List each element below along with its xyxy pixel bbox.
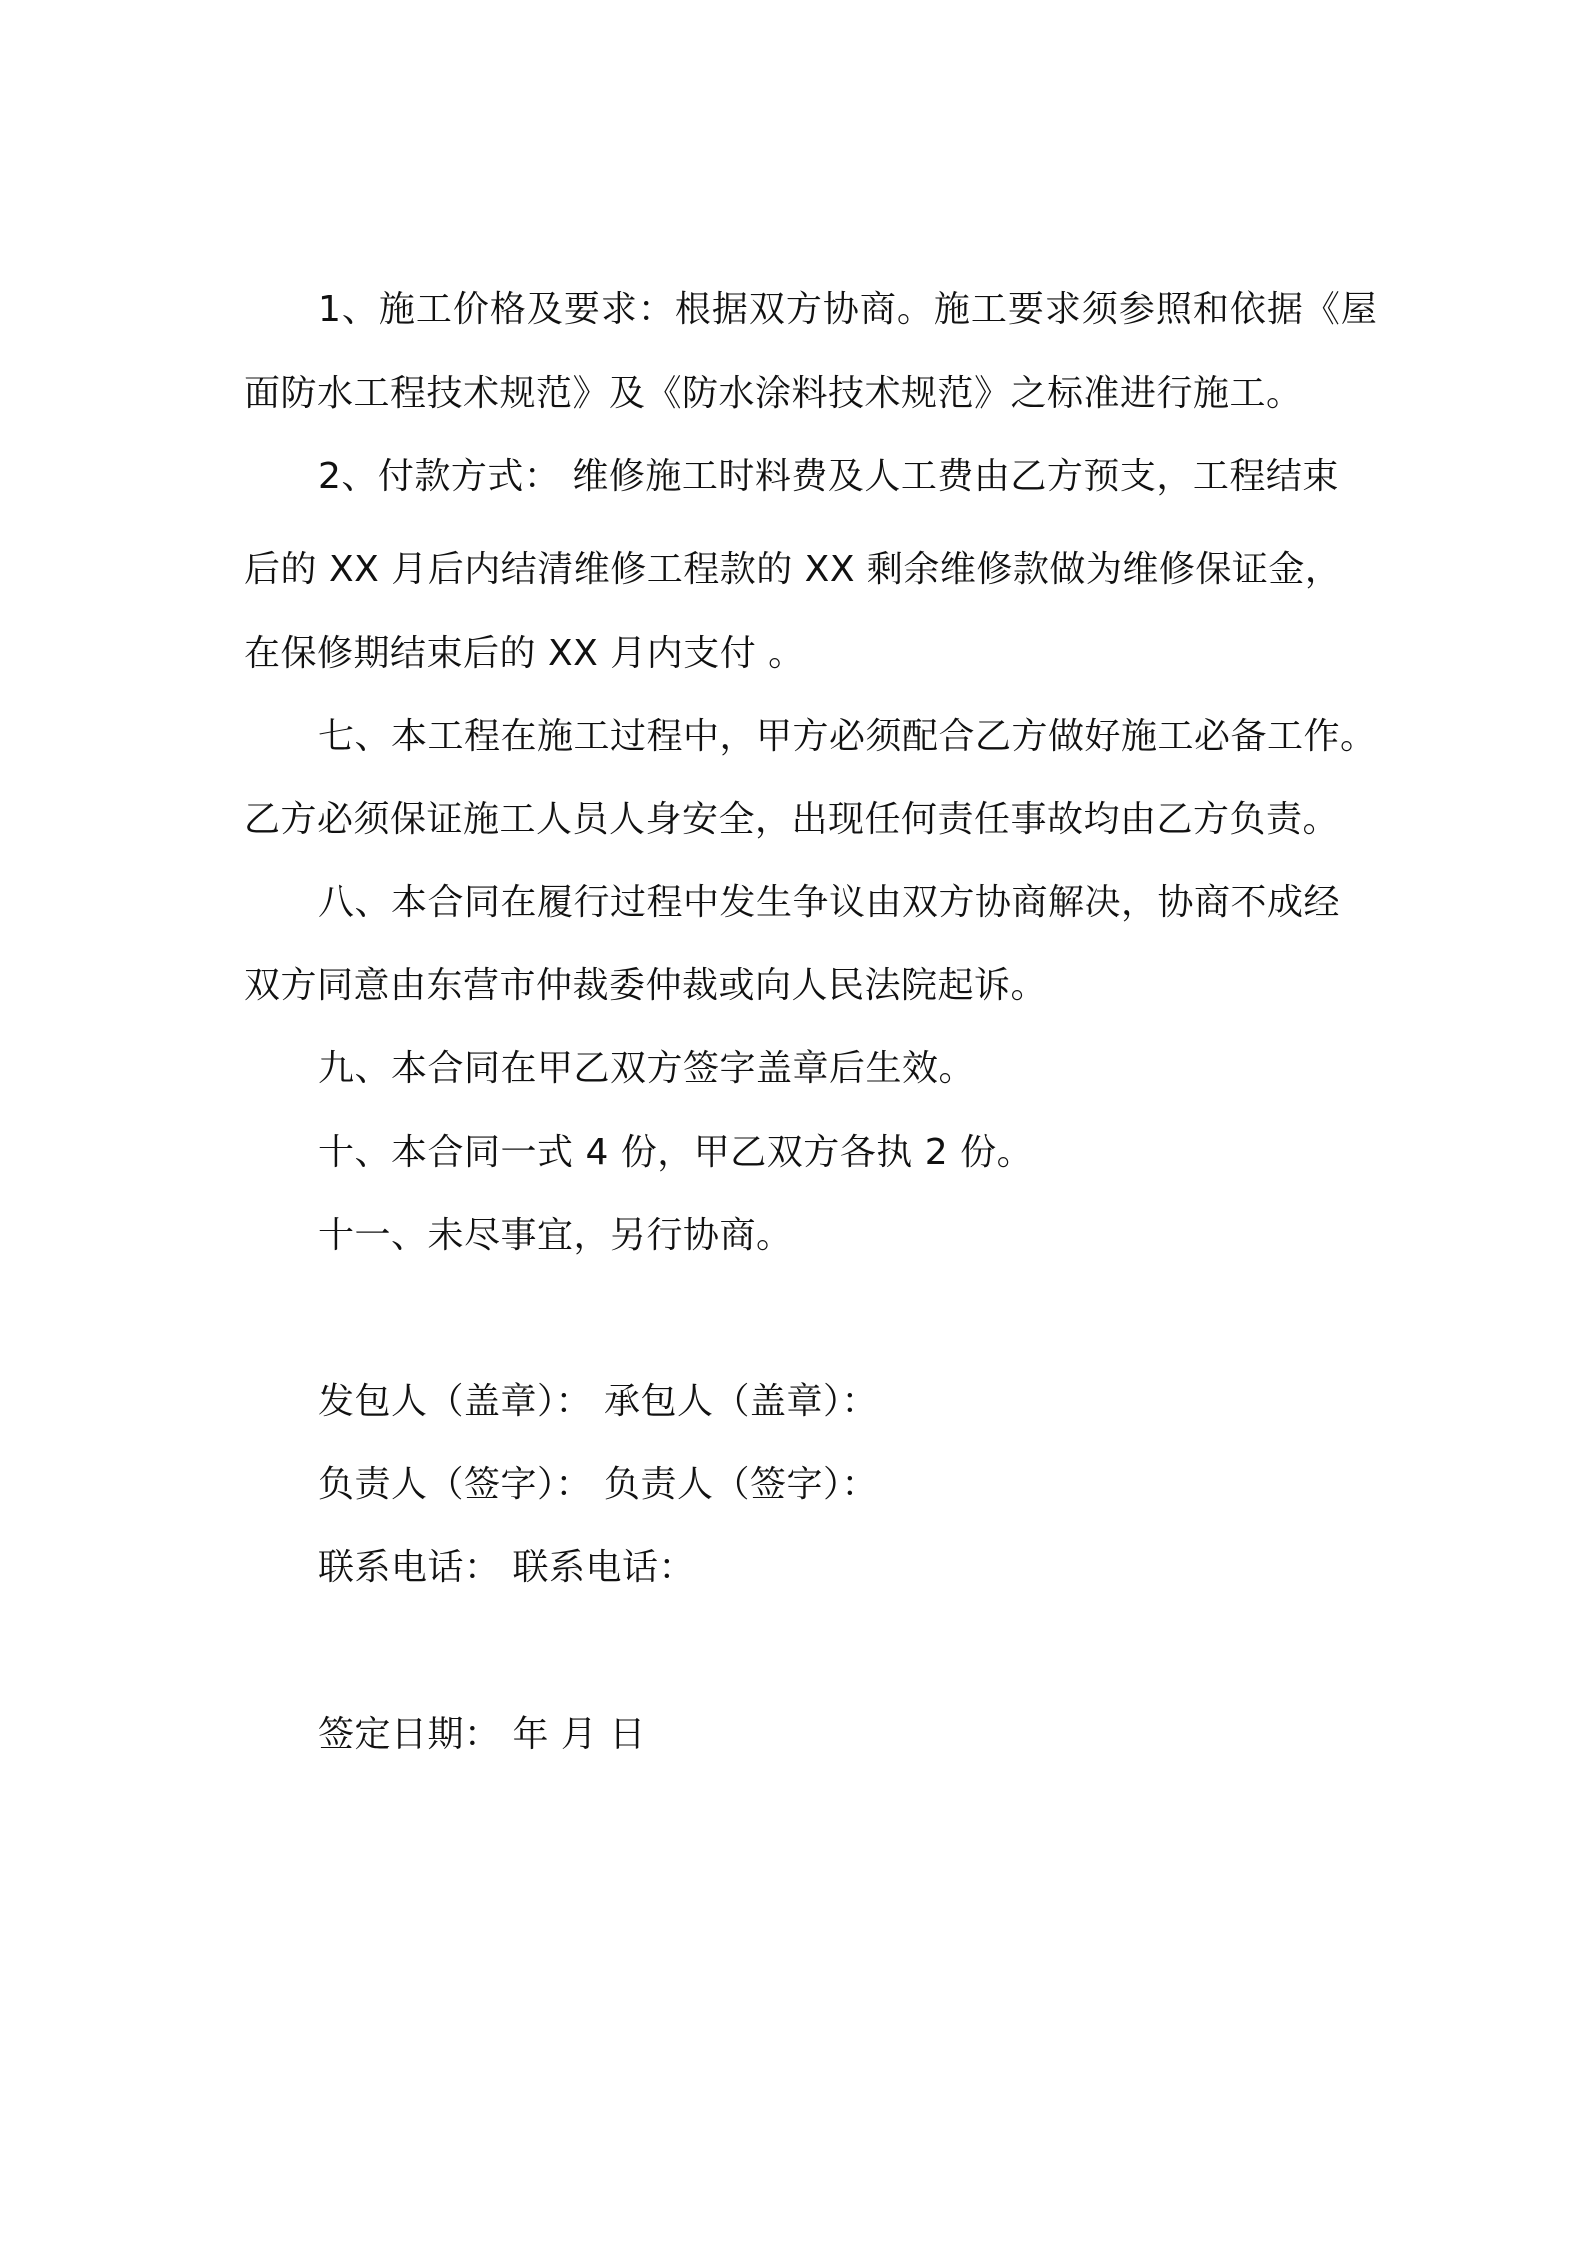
clause-2-line-1: 2、付款方式： 维修施工时料费及人工费由乙方预支，工程结束 (318, 456, 1339, 497)
phone-line: 联系电话： 联系电话： (318, 1547, 695, 1588)
clause-9: 九、本合同在甲乙双方签字盖章后生效。 (318, 1048, 976, 1089)
clause-8-line-1: 八、本合同在履行过程中发生争议由双方协商解决，协商不成经 (318, 882, 1341, 923)
clause-1-line-2: 面防水工程技术规范》及《防水涂料技术规范》之标准进行施工。 (244, 373, 1303, 414)
clause-2-line-2: 后的 XX 月后内结清维修工程款的 XX 剩余维修款做为维修保证金， (244, 549, 1342, 590)
stamp-line: 发包人（盖章）： 承包人（盖章）： (318, 1381, 878, 1422)
clause-2-line-3: 在保修期结束后的 XX 月内支付 。 (244, 633, 805, 674)
clause-10: 十、本合同一式 4 份，甲乙双方各执 2 份。 (318, 1132, 1034, 1173)
clause-11: 十一、未尽事宜，另行协商。 (318, 1215, 793, 1256)
clause-7-line-1: 七、本工程在施工过程中，甲方必须配合乙方做好施工必备工作。 (318, 716, 1377, 757)
signature-line: 负责人（签字）： 负责人（签字）： (318, 1464, 878, 1505)
clause-7-line-2: 乙方必须保证施工人员人身安全，出现任何责任事故均由乙方负责。 (244, 799, 1340, 840)
clause-1-line-1: 1、施工价格及要求：根据双方协商。施工要求须参照和依据《屋 (318, 289, 1378, 330)
signing-date-line: 签定日期： 年 月 日 (318, 1714, 646, 1755)
clause-8-line-2: 双方同意由东营市仲裁委仲裁或向人民法院起诉。 (244, 965, 1048, 1006)
